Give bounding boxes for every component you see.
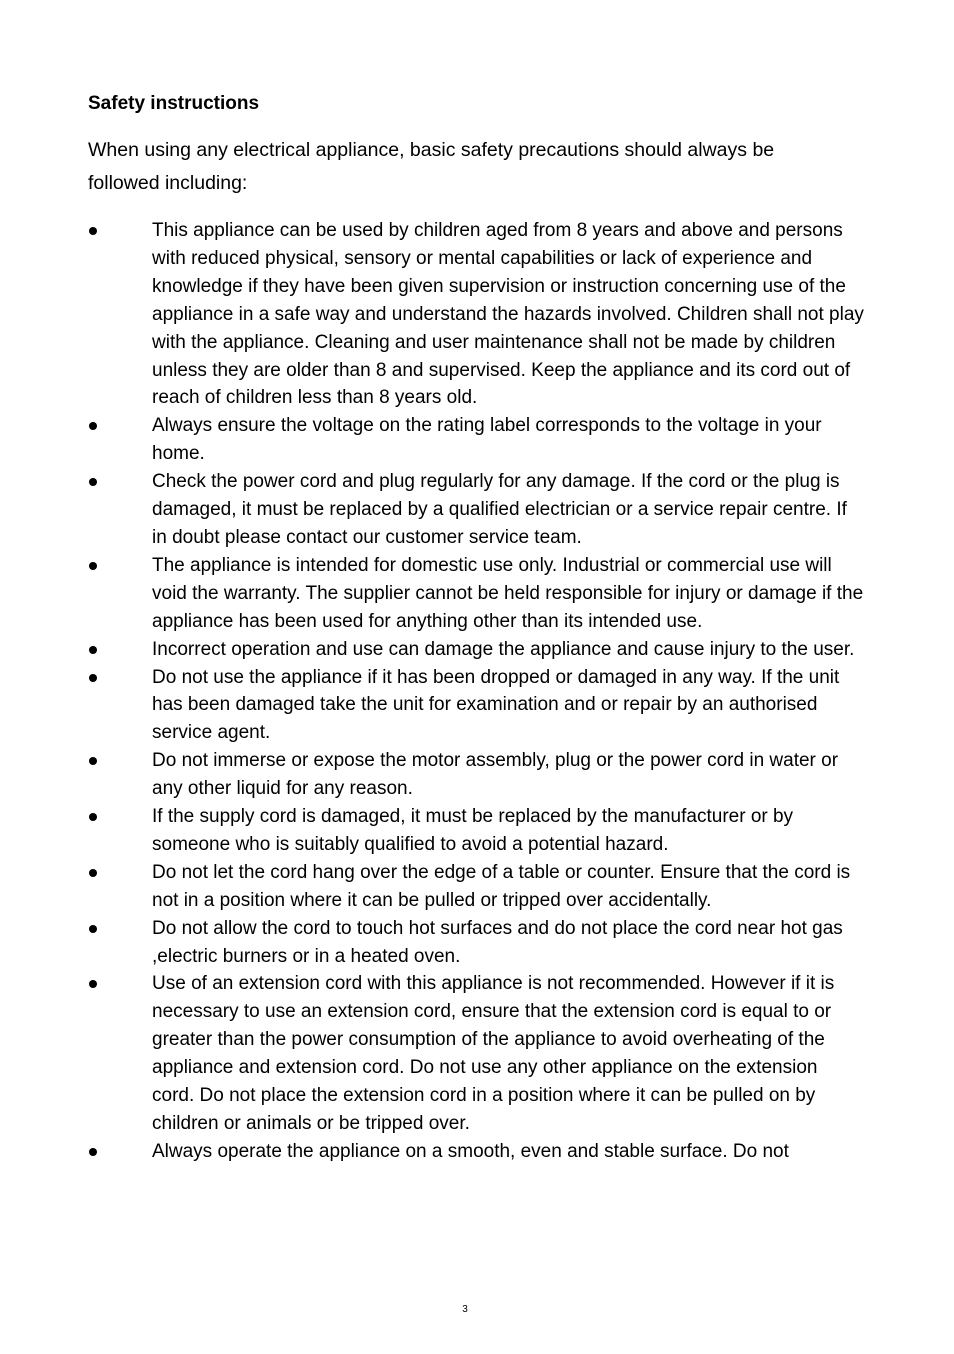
list-item-text: Always ensure the voltage on the rating label corresponds to the voltage in your home.	[152, 415, 822, 465]
list-item-text: The appliance is intended for domestic use only. Industrial or commercial use will void the warranty. The supplier cannot be held responsible for injury or damage if the appliance has been used for anything other than its intended use.	[152, 554, 864, 632]
list-item	[88, 747, 864, 803]
list-item-text: Check the power cord and plug regularly for any damage. If the cord or the plug is damaged, it must be replaced by a qualified electrician or a service repair centre. If in doubt please contact our customer service team.	[152, 471, 847, 548]
list-item	[88, 412, 864, 468]
list-item-text: Do not let the cord hang over the edge of a table or counter. Ensure that the cord is not in a position where it can be pulled or tripped over accidentally.	[152, 861, 851, 911]
list-item	[88, 217, 864, 412]
list-item-text: If the supply cord is damaged, it must be replaced by the manufacturer or by someone who is suitably qualified to avoid a potential hazard.	[152, 806, 794, 855]
bullet-icon	[89, 1148, 97, 1156]
section-heading: Safety instructions	[88, 93, 260, 114]
bullet-icon	[89, 813, 97, 821]
intro-paragraph: When using any electrical appliance, basic safety precautions should always be followed including:	[88, 139, 775, 194]
page-number: 3	[462, 1304, 468, 1315]
list-item	[88, 915, 864, 971]
bullet-icon	[89, 478, 97, 486]
list-item	[88, 803, 864, 859]
list-item-text: Do not use the appliance if it has been dropped or damaged in any way. If the unit has been damaged take the unit for examination and or repair by an authorised service agent.	[152, 666, 840, 744]
list-item	[88, 970, 864, 1137]
safety-instruction-list	[88, 217, 864, 1166]
list-item	[88, 1138, 864, 1166]
bullet-icon	[89, 757, 97, 765]
bullet-icon	[89, 422, 97, 430]
list-item-text: Use of an extension cord with this appliance is not recommended. However if it is necessary to use an extension cord, ensure that the extension cord is equal to or greater than the power consumption of the appliance to avoid overheating of the appliance and extension cord. Do not use any other appliance on the extension cord. Do not place the extension cord in a position where it can be pulled on by children or animals or be tripped over.	[152, 973, 835, 1134]
list-item-text: Do not immerse or expose the motor assembly, plug or the power cord in water or any other liquid for any reason.	[152, 750, 839, 800]
bullet-icon	[89, 646, 97, 654]
list-item-text: Always operate the appliance on a smooth, even and stable surface. Do not	[152, 1140, 789, 1162]
list-item-text: Incorrect operation and use can damage the appliance and cause injury to the user.	[152, 638, 855, 660]
bullet-icon	[89, 227, 97, 235]
bullet-icon	[89, 980, 97, 988]
list-item	[88, 859, 864, 915]
bullet-icon	[89, 674, 97, 682]
bullet-icon	[89, 562, 97, 570]
list-item	[88, 664, 864, 748]
list-item	[88, 636, 864, 664]
bullet-icon	[89, 925, 97, 933]
list-item-text: Do not allow the cord to touch hot surfaces and do not place the cord near hot gas ,electric burners or in a heated oven.	[152, 917, 843, 967]
list-item	[88, 552, 864, 636]
list-item-text: This appliance can be used by children aged from 8 years and above and persons with reduced physical, sensory or mental capabilities or lack of experience and knowledge if they have been given supervision or instruction concerning use of the appliance in a safe way and understand the hazards involved. Children shall not play with the appliance. Cleaning and user maintenance shall not be made by children unless they are older than 8 and supervised. Keep the appliance and its cord out of reach of children less than 8 years old.	[152, 220, 864, 409]
bullet-icon	[89, 869, 97, 877]
list-item	[88, 468, 864, 552]
